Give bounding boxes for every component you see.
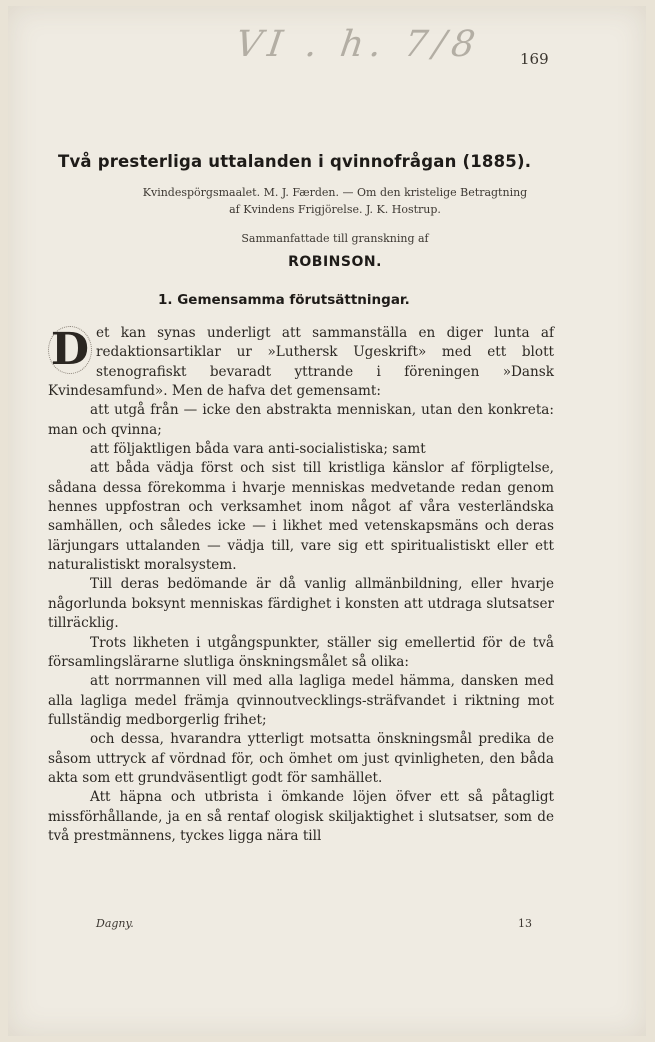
- footer-signature: Dagny.: [96, 917, 134, 930]
- footer-sheet-number: 13: [518, 917, 532, 930]
- paragraph-4: att båda vädja först och sist till kristliga känslor af förpligtelse, sådana dessa förekomma i hvarje menniskas medvetande redan genom hennes uppfostran och verksamhet inom något af våra vesterländska samhällen, och således icke — i likhet med vetenskapsmäns och deras lärjungars uttalanden — vädja till, vare sig ett spiritualistiskt eller ett naturalistiskt moralsystem.: [48, 460, 554, 574]
- body-text: [48, 324, 554, 846]
- paragraph-3: att följaktligen båda vara anti-socialistiska; samt: [90, 441, 426, 458]
- article-title: Två presterliga uttalanden i qvinnofrågan (1885).: [58, 152, 532, 171]
- dropcap-initial: D: [48, 326, 92, 374]
- paragraph-8: och dessa, hvarandra ytterligt motsatta önskningsmål predika de såsom uttryck af vördnad för, och ömhet om just qvinligheten, den båda akta som ett grundväsentligt godt för samhället.: [48, 731, 554, 786]
- paragraph-2: att utgå från — icke den abstrakta menniskan, utan den konkreta: man och qvinna;: [48, 402, 554, 438]
- paragraph-9: Att häpna och utbrista i ömkande löjen öfver ett så påtagligt missförhållande, ja en så rentaf ologisk skiljaktighet i slutsatser, som de två prestmännens, tyckes ligga nära till: [48, 789, 554, 844]
- handwritten-note: VI . h. 7/8: [233, 24, 484, 65]
- paragraph-1: [48, 324, 554, 401]
- document-page: [8, 6, 646, 1036]
- paragraph-5: Till deras bedömande är då vanlig allmänbildning, eller hvarje någorlunda boksynt menniskas färdighet i konsten att utdraga slutsatser tillräcklig.: [48, 576, 554, 632]
- section-heading: 1. Gemensamma förutsättningar.: [158, 292, 410, 308]
- subtitle-line-2: af Kvindens Frigjörelse. J. K. Hostrup.: [229, 203, 441, 216]
- page-number: 169: [520, 50, 549, 68]
- author-name: ROBINSON.: [288, 254, 382, 270]
- subtitle-line-1: Kvindespörgsmaalet. M. J. Færden. — Om den kristelige Betragtning: [142, 186, 528, 199]
- subtitle-line-3: Sammanfattade till granskning af: [241, 232, 429, 245]
- paragraph-7: att norrmannen vill med alla lagliga medel hämma, dansken med alla lagliga medel främja qvinnoutvecklings-sträfvandet i riktning mot fullständig medborgerlig frihet;: [48, 673, 554, 728]
- paragraph-text: et kan synas underligt att sammanställa en diger lunta af redaktionsartiklar ur »Luthersk Ugeskrift» med ett blott stenografiskt bevaradt yttrande i föreningen »Dansk Kvindesamfund». Men de hafva det gemensamt:: [48, 325, 554, 400]
- paragraph-6: Trots likheten i utgångspunkter, ställer sig emellertid för de två församlingslärarne slutliga önskningsmålet så olika:: [48, 634, 554, 670]
